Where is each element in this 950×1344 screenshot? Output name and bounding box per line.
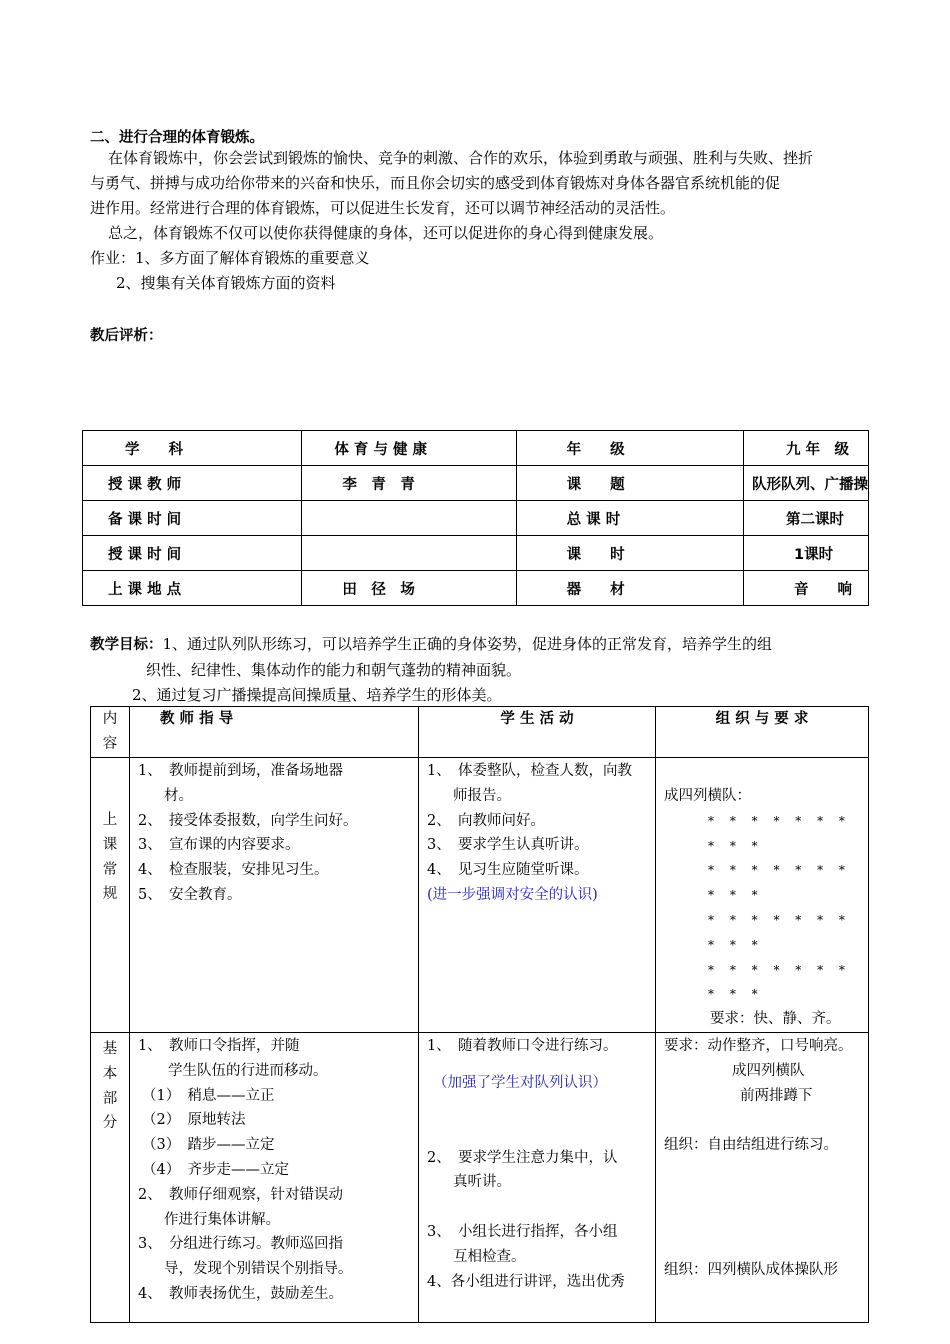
list-item: 材。 [164,787,193,804]
table-cell: 队形队列、广播操 [744,466,869,501]
routine-requirement: 要求：快、静、齐。 [710,1011,841,1028]
list-item: 1、 教师提前到场，准备场地器 [138,763,343,779]
para1-line2: 与勇气、拼搏与成功给你带来的兴奋和快乐，而且你会切实的感受到体育锻炼对身体各器官系统机能的促 [90,174,781,192]
objectives-label: 教学目标： [90,637,163,653]
label-char: 分 [102,1115,118,1132]
table-row [83,571,869,606]
formation-row: * * * * * * * * * * [708,863,851,903]
list-item: 2、 要求学生注意力集中，认 [427,1149,618,1166]
list-item: （2） 原地转法 [142,1112,246,1129]
list-item: 4、 见习生应随堂听课。 [427,862,589,879]
formation-row: * * * * * * * * * * [708,912,851,952]
table-header-row [91,707,869,758]
basic-student [419,1032,656,1322]
review-label: 教后评析： [90,328,163,344]
list-item: 1、 教师口令指挥，并随 [138,1037,300,1054]
list-item: 真听讲。 [453,1174,511,1191]
table-cell [302,501,516,536]
table-row [83,431,869,466]
table-row [83,501,869,536]
routine-organization [656,758,869,1033]
label-char: 常 [102,861,118,878]
para1-line3: 进作用。经常进行合理的体育锻炼，可以促进生长发育，还可以调节神经活动的灵活性。 [90,199,676,217]
table-cell: 学 科 [83,431,302,466]
list-item: 互相检查。 [453,1248,526,1265]
paragraph-2: 总之，体育锻炼不仅可以使你获得健康的身体，还可以促进你的身心得到健康发展。 [108,224,664,242]
header-student: 学 生 活 动 [419,707,656,758]
table-row [91,758,869,1033]
table-cell: 田 径 场 [302,571,516,606]
label-char: 规 [102,886,118,903]
table-cell: 课 题 [516,466,743,501]
para1-line1: 在体育锻炼中，你会尝试到锻炼的愉快、竞争的刺激、合作的欢乐，体验到勇敢与顽强、胜利与失败、挫折 [108,149,814,167]
list-item: 学生队伍的行进而移动。 [168,1062,328,1079]
table-cell [302,536,516,571]
label-char: 上 [102,812,118,828]
label-char: 课 [102,836,118,853]
table-row [83,536,869,571]
basic-organization [656,1032,869,1322]
requirement-text: 要求：动作整齐，口号响亮。 [664,1037,853,1054]
header-organization: 组 织 与 要 求 [656,707,869,758]
homework-2: 2、搜集有关体育锻炼方面的资料 [116,274,336,292]
list-item: 3、 宣布课的内容要求。 [138,837,300,854]
label-char: 本 [102,1065,118,1082]
formation-text: 前两排蹲下 [740,1087,813,1104]
list-item: 3、 小组长进行指挥，各小组 [427,1224,618,1241]
table-cell: 年 级 [516,431,743,466]
objective-line-3: 2、通过复习广播操提高间操质量、培养学生的形体美。 [132,686,502,704]
list-item: （1） 稍息——立正 [142,1087,275,1104]
formation-title: 成四列横队： [664,788,751,804]
table-cell: 课 时 [516,536,743,571]
routine-teacher [130,758,419,1033]
homework-1: 作业：1、多方面了解体育锻炼的重要意义 [90,249,370,267]
basic-teacher [130,1032,419,1322]
list-item: 2、 向教师问好。 [427,812,545,829]
header-content [91,707,130,758]
table-cell: 备 课 时 间 [83,501,302,536]
table-cell: 1课时 [744,536,869,571]
list-item: 导，发现个别错误个别指导。 [164,1261,353,1278]
list-item: 5、 安全教育。 [138,886,242,903]
table-cell: 上 课 地 点 [83,571,302,606]
organization-text: 组织：自由结组进行练习。 [664,1137,838,1154]
paragraph-1 [90,146,813,296]
objective-text-1: 1、通过队列队形练习，可以培养学生正确的身体姿势，促进身体的正常发育，培养学生的组 [162,635,773,653]
table-cell: 体 育 与 健 康 [302,431,516,466]
objective-line-1 [90,632,772,658]
list-item: 3、 要求学生认真听讲。 [427,837,589,854]
info-table [82,430,869,606]
list-item: 4、 教师表扬优生，鼓励差生。 [138,1285,343,1302]
safety-note: (进一步强调对安全的认识) [427,886,598,903]
list-item: （3） 踏步——立定 [142,1137,275,1154]
objectives [90,632,772,708]
list-item: 3、 分组进行练习。教师巡回指 [138,1236,343,1253]
label-char: 部 [102,1090,118,1107]
table-cell: 音 响 [744,571,869,606]
list-item: 作进行集体讲解。 [164,1211,280,1228]
lesson-table [90,706,869,1323]
routine-student [419,758,656,1033]
table-row [83,466,869,501]
list-item: 2、 接受体委报数，向学生问好。 [138,812,358,829]
table-cell: 授 课 时 间 [83,536,302,571]
table-cell: 九 年 级 [744,431,869,466]
queue-note: （加强了学生对队列认识） [433,1074,607,1091]
list-item: 4、 检查服装，安排见习生。 [138,862,329,879]
label-basic [91,1032,130,1322]
header-teacher: 教 师 指 导 [130,707,419,758]
table-cell: 器 材 [516,571,743,606]
table-cell: 第二课时 [744,501,869,536]
list-item: 2、 教师仔细观察，针对错误动 [138,1186,343,1203]
list-item: 1、 随着教师口令进行练习。 [427,1037,618,1054]
list-item: 1、 体委整队，检查人数，向教 [427,763,632,779]
formation-text: 成四列横队 [732,1062,805,1079]
table-cell: 李 青 青 [302,466,516,501]
formation-row: * * * * * * * * * * [708,813,851,853]
list-item: 4、各小组进行讲评，选出优秀 [427,1273,625,1290]
table-row [91,1032,869,1322]
label-char: 基 [102,1040,118,1057]
list-item: 师报告。 [453,787,511,804]
list-item: （4） 齐步走——立定 [142,1161,289,1178]
organization-text: 组织：四列横队成体操队形 [664,1262,838,1279]
header-content-text: 内容 [102,711,118,752]
formation-row: * * * * * * * * * * [708,962,851,1002]
table-cell: 总 课 时 [516,501,743,536]
label-routine [91,758,130,1033]
table-cell: 授 课 教 师 [83,466,302,501]
section-title: 二、进行合理的体育锻炼。 [90,130,264,146]
objective-line-2: 织性、纪律性、集体动作的能力和朝气蓬勃的精神面貌。 [146,661,522,679]
